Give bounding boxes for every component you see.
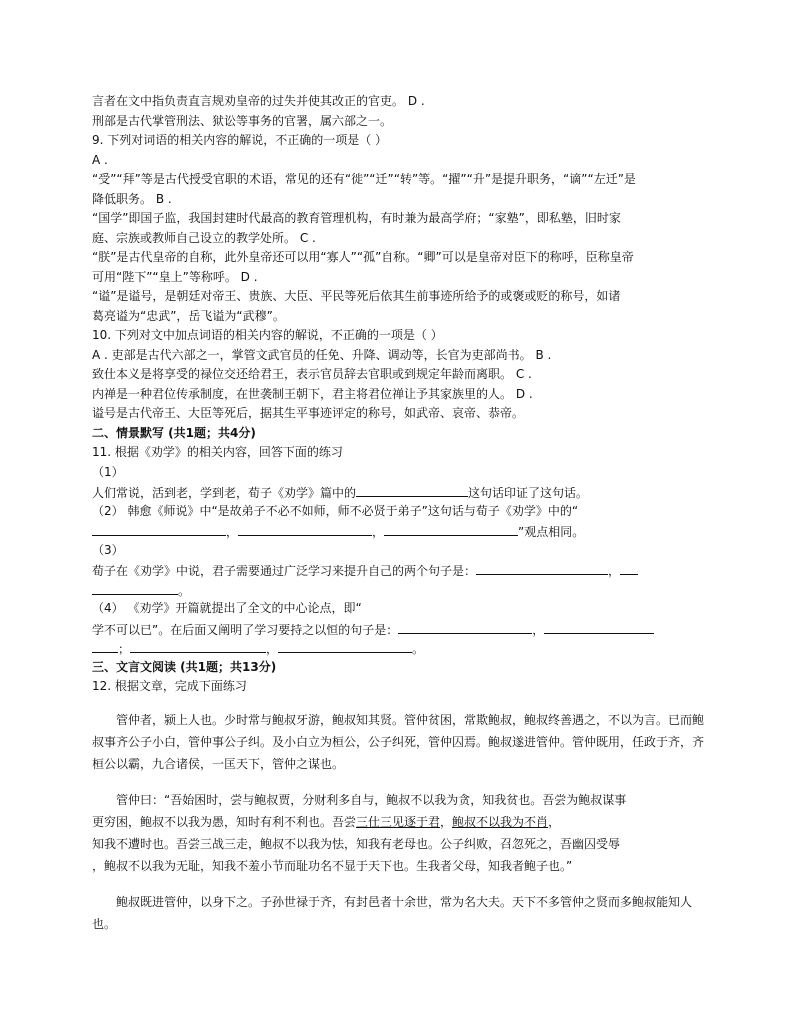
underlined-phrase: 三仕三见逐于君 xyxy=(356,814,441,829)
answer-blank[interactable] xyxy=(92,521,226,536)
answer-blank[interactable] xyxy=(620,560,638,575)
section-heading: 三、文言文阅读 (共1题；共13分) xyxy=(92,659,277,674)
text-line: “谥”是谥号，是朝廷对帝王、贵族、大臣、平民等死后依其生前事迹所给予的或褒或贬的称号，如诸 xyxy=(92,289,621,303)
text-line: 谥号是古代帝王、大臣等死后，据其生平事迹评定的称号，如武帝、哀帝、恭帝。 xyxy=(92,406,525,420)
passage-line: 知我不遭时也。吾尝三战三走，鲍叔不以我为怯，知我有老母也。公子纠败，召忽死之，吾幽囚受辱 xyxy=(92,836,621,851)
option-label: A . xyxy=(92,152,108,167)
text-line: 降低职务。 B . xyxy=(92,191,172,206)
answer-blank[interactable] xyxy=(544,619,654,634)
answer-blank[interactable] xyxy=(476,560,608,575)
passage-line: ，鲍叔不以我为无耻，知我不羞小节而耻功名不显于天下也。生我者父母，知我者鲍子也。” xyxy=(92,858,573,873)
answer-blank[interactable] xyxy=(356,482,468,497)
text-line: 庭、宗族或教师自己设立的教学处所。 C . xyxy=(92,230,316,245)
text-line: “国学”即国子监，我国封建时代最高的教育管理机构，有时兼为最高学府；“家塾”，即私塾，旧时家 xyxy=(92,211,621,225)
question-9: 9. 下列对词语的相关内容的解说，不正确的一项是（ ） xyxy=(92,133,388,147)
part-number: （3） xyxy=(92,542,124,557)
text-line: 内禅是一种君位传承制度，在世袭制王朝下，君主将君位禅让予其家族里的人。 D . xyxy=(92,386,533,401)
passage-paragraph: 管仲者，颍上人也。少时常与鲍叔牙游，鲍叔知其贤。管仲贫困，常欺鲍叔，鲍叔终善遇之，不以为言。已而鲍叔事齐公子小白，管仲事公子纠。及小白立为桓公，公子纠死，管仲囚焉。鲍叔遂进管仲。管仲既用，任政于齐，齐桓公以霸，九合诸侯，一匡天下，管仲之谋也。 xyxy=(92,712,705,771)
fill-line-1: 人们常说，活到老，学到老，荀子《劝学》篇中的 这句话印证了这句话。 xyxy=(92,482,704,502)
passage-line: 更穷困，鲍叔不以我为愚，知时有利不利也。吾尝三仕三见逐于君，鲍叔不以我为不肖， xyxy=(92,814,561,829)
answer-blank[interactable] xyxy=(130,638,266,653)
text-line: “朕”是古代皇帝的自称，此外皇帝还可以用“寡人”“孤”自称。“卿”可以是皇帝对臣下的称呼，臣称皇帝 xyxy=(92,250,634,264)
fill-line-3: 荀子在《劝学》中说，君子需要通过广泛学习来提升自己的两个句子是： ， xyxy=(92,560,704,580)
question-10: 10. 下列对文中加点词语的相关内容的解说，不正确的一项是（ ） xyxy=(92,328,443,342)
answer-blank[interactable] xyxy=(398,619,532,634)
document-page xyxy=(92,92,704,935)
answer-blank[interactable] xyxy=(384,521,518,536)
text-line: 致仕本义是将享受的禄位交还给君王，表示官员辞去官职或到规定年龄而离职。 C . xyxy=(92,367,532,381)
fill-line-2: ， ， ”观点相同。 xyxy=(92,521,704,541)
text-line: 葛亮谥为“忠武”，岳飞谥为“武穆”。 xyxy=(92,308,285,323)
text-line: A . 吏部是古代六部之一，掌管文武官员的任免、升降、调动等，长官为吏部尚书。 B . xyxy=(92,347,552,362)
passage-paragraph: 管仲曰：“吾始困时，尝与鲍叔贾，分财利多自与，鲍叔不以我为贪，知我贫也。吾尝为鲍叔谋事 xyxy=(116,792,627,807)
fill-line-4: 学不可以已”。在后面又阐明了学习要持之以恒的句子是： ， xyxy=(92,619,704,639)
answer-blank[interactable] xyxy=(92,638,118,653)
text-line: （4） 《劝学》开篇就提出了全文的中心论点，即“ xyxy=(92,601,362,615)
answer-blank[interactable] xyxy=(278,638,412,653)
text-line: “受”“拜”等是古代授受官职的术语，常见的还有“徙”“迁”“转”等。“擢”“升”是提升职务，“谪”“左迁”是 xyxy=(92,172,636,186)
question-11: 11. 根据《劝学》的相关内容，回答下面的练习 xyxy=(92,445,343,459)
part-number: （1） xyxy=(92,464,124,479)
underlined-phrase: 鲍叔不以我为不肖 xyxy=(452,814,549,829)
section-heading: 二、情景默写 (共1题；共4分) xyxy=(92,425,256,440)
answer-blank[interactable] xyxy=(238,521,372,536)
text-line: 刑部是古代掌管刑法、狱讼等事务的官署，属六部之一。 xyxy=(92,113,393,128)
fill-line-3b: 。 xyxy=(92,580,704,600)
passage-paragraph: 鲍叔既进管仲，以身下之。子孙世禄于齐，有封邑者十余世，常为名大夫。天下不多管仲之贤而多鲍叔能知人也。 xyxy=(92,894,693,931)
text-line: 言者在文中指负责直言规劝皇帝的过失并使其改正的官吏。 D . xyxy=(92,94,425,108)
question-12: 12. 根据文章，完成下面练习 xyxy=(92,679,247,693)
answer-blank[interactable] xyxy=(92,580,178,595)
text-line: 可用“陛下”“皇上”等称呼。 D . xyxy=(92,269,258,284)
fill-line-4b: ； ， 。 xyxy=(92,638,704,658)
text-line: （2） 韩愈《师说》中“是故弟子不必不如师，师不必贤于弟子”这句话与荀子《劝学》中的“ xyxy=(92,503,579,518)
